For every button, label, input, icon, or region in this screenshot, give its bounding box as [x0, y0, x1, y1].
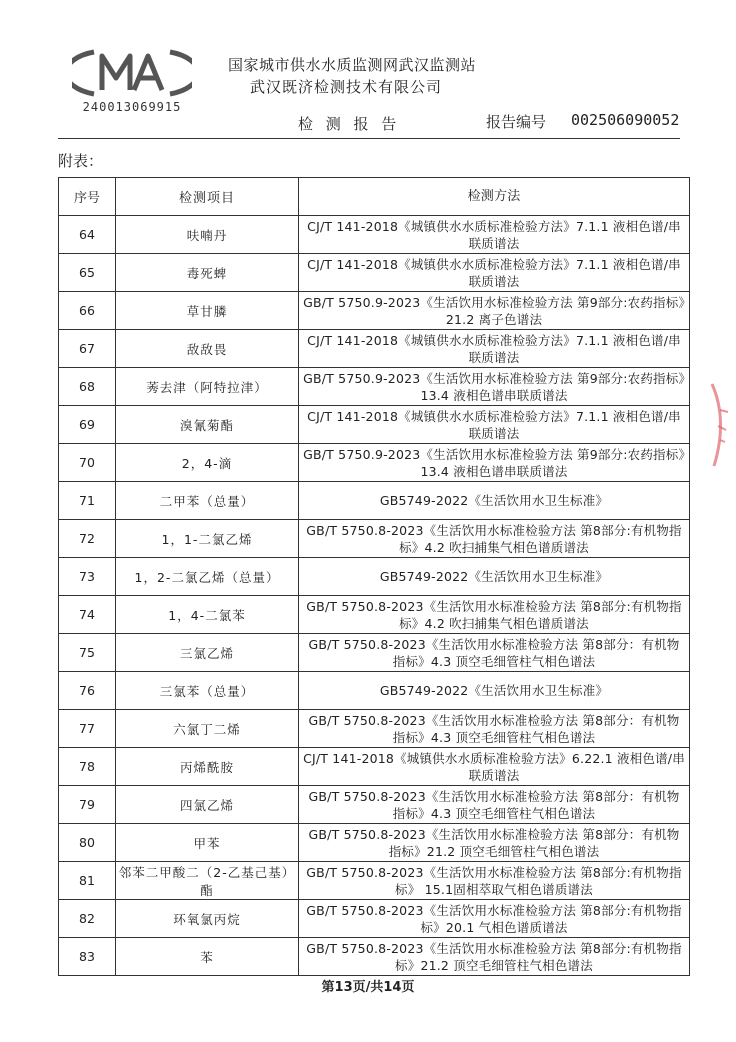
row-method: GB/T 5750.8-2023《生活饮用水标准检验方法 第8部分：有机物指标》4.3 顶空毛细管柱气相色谱法: [299, 710, 690, 748]
table-row: [59, 368, 690, 406]
row-method: CJ/T 141-2018《城镇供水水质标准检验方法》7.1.1 液相色谱/串联质谱法: [299, 254, 690, 292]
row-number: 79: [59, 786, 116, 824]
row-method: GB/T 5750.8-2023《生活饮用水标准检验方法 第8部分:有机物指标》21.2 顶空毛细管柱气相色谱法: [299, 938, 690, 976]
table-row: [59, 254, 690, 292]
org-name-line2: 武汉既济检测技术有限公司: [250, 78, 443, 96]
row-number: 72: [59, 520, 116, 558]
row-method: GB/T 5750.8-2023《生活饮用水标准检验方法 第8部分:有机物指标》20.1 气相色谱质谱法: [299, 900, 690, 938]
table-row: [59, 900, 690, 938]
table-row: [59, 292, 690, 330]
table-row: [59, 444, 690, 482]
page-number: 第13页/共14页: [321, 980, 415, 995]
cma-logo-icon: [72, 46, 192, 100]
table-row: [59, 672, 690, 710]
table-row: [59, 862, 690, 900]
row-number: 77: [59, 710, 116, 748]
row-method: GB/T 5750.8-2023《生活饮用水标准检验方法 第8部分：有机物指标》4.3 顶空毛细管柱气相色谱法: [299, 786, 690, 824]
table-row: [59, 216, 690, 254]
row-number: 65: [59, 254, 116, 292]
row-method: GB/T 5750.9-2023《生活饮用水标准检验方法 第9部分:农药指标》13.4 液相色谱串联质谱法: [299, 368, 690, 406]
row-item: 草甘膦: [116, 292, 299, 330]
header-no: 序号: [59, 178, 116, 216]
row-number: 67: [59, 330, 116, 368]
row-item: 1，4-二氯苯: [116, 596, 299, 634]
header-item: 检测项目: [116, 178, 299, 216]
row-method: GB/T 5750.8-2023《生活饮用水标准检验方法 第8部分:有机物指标》4.2 吹扫捕集气相色谱质谱法: [299, 520, 690, 558]
row-item: 三氯乙烯: [116, 634, 299, 672]
row-method: GB/T 5750.8-2023《生活饮用水标准检验方法 第8部分：有机物指标》21.2 顶空毛细管柱气相色谱法: [299, 824, 690, 862]
table-header-row: [59, 178, 690, 216]
row-item: 四氯乙烯: [116, 786, 299, 824]
seal-stamp-fragment: [698, 380, 736, 470]
row-item: 溴氰菊酯: [116, 406, 299, 444]
row-number: 74: [59, 596, 116, 634]
row-number: 81: [59, 862, 116, 900]
row-number: 64: [59, 216, 116, 254]
row-item: 呋喃丹: [116, 216, 299, 254]
row-number: 73: [59, 558, 116, 596]
row-number: 66: [59, 292, 116, 330]
detection-table: [58, 177, 690, 976]
row-item: 2，4-滴: [116, 444, 299, 482]
row-item: 环氧氯丙烷: [116, 900, 299, 938]
org-name-line1: 国家城市供水水质监测网武汉监测站: [228, 56, 477, 74]
row-item: 丙烯酰胺: [116, 748, 299, 786]
row-item: 甲苯: [116, 824, 299, 862]
row-number: 69: [59, 406, 116, 444]
row-number: 82: [59, 900, 116, 938]
row-item: 1，2-二氯乙烯（总量）: [116, 558, 299, 596]
row-number: 76: [59, 672, 116, 710]
row-method: CJ/T 141-2018《城镇供水水质标准检验方法》7.1.1 液相色谱/串联质谱法: [299, 216, 690, 254]
report-number-label: 报告编号: [486, 113, 547, 131]
row-item: 敌敌畏: [116, 330, 299, 368]
row-method: GB/T 5750.9-2023《生活饮用水标准检验方法 第9部分:农药指标》13.4 液相色谱串联质谱法: [299, 444, 690, 482]
table-row: [59, 824, 690, 862]
row-method: GB/T 5750.8-2023《生活饮用水标准检验方法 第8部分：有机物指标》4.3 顶空毛细管柱气相色谱法: [299, 634, 690, 672]
row-method: CJ/T 141-2018《城镇供水水质标准检验方法》7.1.1 液相色谱/串联质谱法: [299, 330, 690, 368]
table-row: [59, 634, 690, 672]
table-row: [59, 748, 690, 786]
row-item: 毒死蜱: [116, 254, 299, 292]
row-method: GB5749-2022《生活饮用水卫生标准》: [299, 558, 690, 596]
row-number: 78: [59, 748, 116, 786]
table-row: [59, 520, 690, 558]
cert-number: 240013069915: [82, 100, 182, 114]
table-row: [59, 406, 690, 444]
row-item: 三氯苯（总量）: [116, 672, 299, 710]
row-method: GB/T 5750.8-2023《生活饮用水标准检验方法 第8部分:有机物指标》4.2 吹扫捕集气相色谱质谱法: [299, 596, 690, 634]
row-method: CJ/T 141-2018《城镇供水水质标准检验方法》7.1.1 液相色谱/串联质谱法: [299, 406, 690, 444]
table-row: [59, 558, 690, 596]
table-row: [59, 596, 690, 634]
row-method: CJ/T 141-2018《城镇供水水质标准检验方法》6.22.1 液相色谱/串联质谱法: [299, 748, 690, 786]
row-method: GB/T 5750.8-2023《生活饮用水标准检验方法 第8部分:有机物指标》 15.1固相萃取气相色谱质谱法: [299, 862, 690, 900]
cma-logo: [72, 46, 192, 118]
row-number: 80: [59, 824, 116, 862]
report-number: 002506090052: [571, 111, 680, 129]
table-row: [59, 938, 690, 976]
row-number: 68: [59, 368, 116, 406]
row-number: 71: [59, 482, 116, 520]
header-divider: [58, 138, 680, 139]
report-title: 检 测 报 告: [298, 115, 401, 133]
row-number: 75: [59, 634, 116, 672]
header-method: 检测方法: [299, 178, 690, 216]
row-method: GB5749-2022《生活饮用水卫生标准》: [299, 672, 690, 710]
row-item: 1，1-二氯乙烯: [116, 520, 299, 558]
table-row: [59, 786, 690, 824]
table-row: [59, 710, 690, 748]
row-item: 莠去津（阿特拉津）: [116, 368, 299, 406]
row-item: 六氯丁二烯: [116, 710, 299, 748]
row-item: 苯: [116, 938, 299, 976]
row-item: 邻苯二甲酸二（2-乙基己基）酯: [116, 862, 299, 900]
row-method: GB5749-2022《生活饮用水卫生标准》: [299, 482, 690, 520]
table-row: [59, 482, 690, 520]
row-number: 70: [59, 444, 116, 482]
appendix-label: 附表：: [58, 152, 104, 170]
row-method: GB/T 5750.9-2023《生活饮用水标准检验方法 第9部分:农药指标》21.2 离子色谱法: [299, 292, 690, 330]
row-item: 二甲苯（总量）: [116, 482, 299, 520]
table-row: [59, 330, 690, 368]
row-number: 83: [59, 938, 116, 976]
